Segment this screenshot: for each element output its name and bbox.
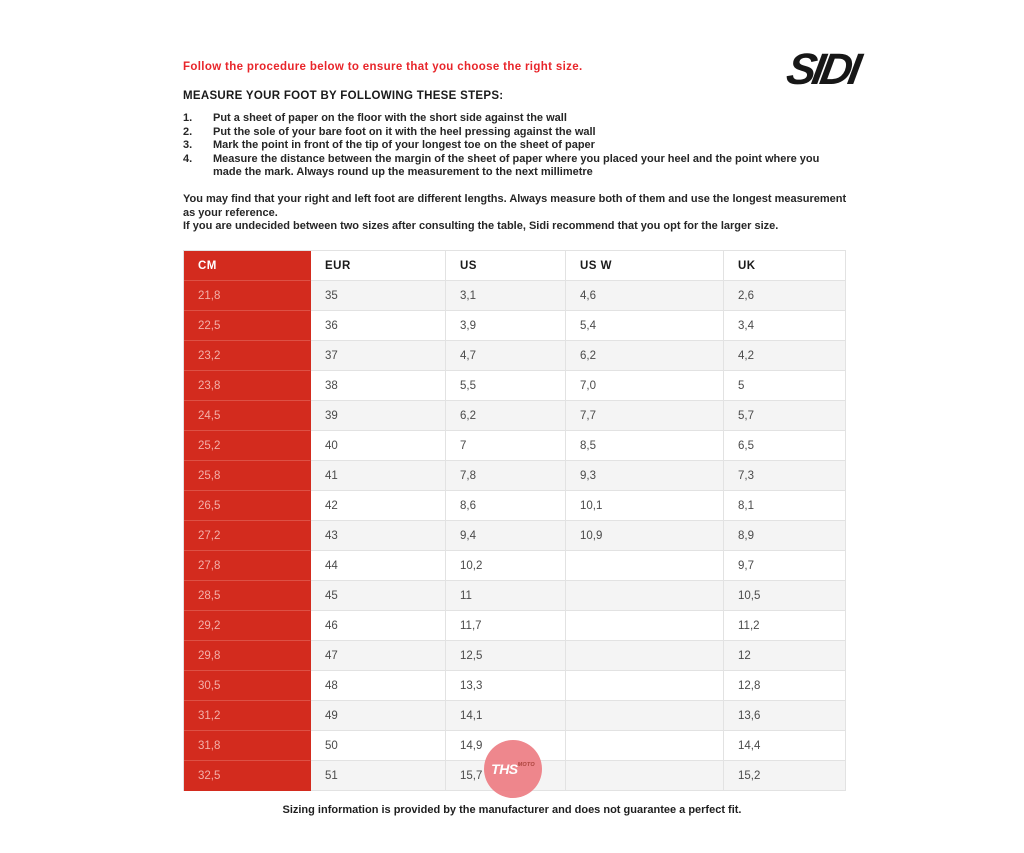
table-cell: 49: [311, 701, 446, 731]
table-cell: [566, 611, 724, 641]
table-cell: 15,7: [446, 761, 566, 791]
table-cell: 15,2: [724, 761, 846, 791]
step-item: Mark the point in front of the tip of your longest toe on the sheet of paper: [213, 139, 595, 152]
table-cell: 11,7: [446, 611, 566, 641]
table-row: [184, 551, 846, 581]
table-cell: 31,8: [184, 731, 311, 761]
table-cell: 11,2: [724, 611, 846, 641]
table-cell: 25,8: [184, 461, 311, 491]
table-cell: 3,9: [446, 311, 566, 341]
table-cell: 14,9: [446, 731, 566, 761]
table-cell: 3,1: [446, 281, 566, 311]
table-cell: [566, 551, 724, 581]
table-cell: 8,9: [724, 521, 846, 551]
table-cell: 10,1: [566, 491, 724, 521]
table-cell: 21,8: [184, 281, 311, 311]
table-cell: 9,7: [724, 551, 846, 581]
table-row: [184, 461, 846, 491]
sidi-logo: SIDI: [782, 45, 862, 94]
table-cell: 29,2: [184, 611, 311, 641]
table-cell: 38: [311, 371, 446, 401]
table-row: [184, 371, 846, 401]
table-header-row: [184, 251, 846, 281]
step-item: Put the sole of your bare foot on it with the heel pressing against the wall: [213, 125, 596, 138]
watermark-moto-text: MOTO: [517, 762, 535, 768]
step-item: Put a sheet of paper on the floor with the short side against the wall: [213, 112, 567, 124]
table-cell: 50: [311, 731, 446, 761]
table-row: [184, 611, 846, 641]
table-cell: 9,4: [446, 521, 566, 551]
table-cell: 44: [311, 551, 446, 581]
table-cell: [566, 701, 724, 731]
table-cell: 32,5: [184, 761, 311, 791]
table-cell: 4,6: [566, 281, 724, 311]
table-body: [184, 281, 846, 791]
table-cell: [566, 581, 724, 611]
table-row: [184, 701, 846, 731]
table-cell: 41: [311, 461, 446, 491]
table-cell: 3,4: [724, 311, 846, 341]
column-header-us-w: US W: [566, 251, 724, 281]
section-title: MEASURE YOUR FOOT BY FOLLOWING THESE STEPS:: [183, 90, 504, 102]
steps-list: [183, 112, 845, 180]
watermark-ths-text: THS: [491, 761, 518, 777]
table-cell: 31,2: [184, 701, 311, 731]
table-cell: 4,7: [446, 341, 566, 371]
note-paragraph-1: You may find that your right and left foot are different lengths. Always measure both of them and use the longest measurement as your reference.: [183, 193, 847, 219]
table-cell: 30,5: [184, 671, 311, 701]
table-cell: 12: [724, 641, 846, 671]
table-cell: 5,5: [446, 371, 566, 401]
column-header-cm: CM: [184, 251, 311, 281]
table-cell: 23,8: [184, 371, 311, 401]
table-cell: 25,2: [184, 431, 311, 461]
column-header-us: US: [446, 251, 566, 281]
table-cell: 8,5: [566, 431, 724, 461]
table-cell: 14,1: [446, 701, 566, 731]
column-header-uk: UK: [724, 251, 846, 281]
table-cell: 22,5: [184, 311, 311, 341]
table-cell: [566, 731, 724, 761]
table-cell: 39: [311, 401, 446, 431]
table-cell: 5,7: [724, 401, 846, 431]
table-cell: 8,1: [724, 491, 846, 521]
table-row: [184, 341, 846, 371]
table-cell: 29,8: [184, 641, 311, 671]
measurement-notes: [183, 193, 851, 234]
table-cell: 14,4: [724, 731, 846, 761]
table-cell: 13,6: [724, 701, 846, 731]
table-cell: [566, 641, 724, 671]
step-item: Measure the distance between the margin of the sheet of paper where you placed your heel and the point where you made the mark. Always round up the measurement to the next millimetre: [213, 152, 820, 179]
table-row: [184, 641, 846, 671]
table-cell: 5: [724, 371, 846, 401]
ths-moto-watermark: [484, 740, 542, 798]
table-cell: 7: [446, 431, 566, 461]
table-cell: 7,7: [566, 401, 724, 431]
table-cell: 23,2: [184, 341, 311, 371]
table-cell: 10,2: [446, 551, 566, 581]
table-cell: 4,2: [724, 341, 846, 371]
table-row: [184, 311, 846, 341]
headline: Follow the procedure below to ensure that you choose the right size.: [183, 61, 583, 73]
table-cell: 7,0: [566, 371, 724, 401]
table-cell: 48: [311, 671, 446, 701]
table-row: [184, 431, 846, 461]
table-cell: [566, 761, 724, 791]
footer-note: Sizing information is provided by the manufacturer and does not guarantee a perfect fit.: [282, 804, 742, 816]
table-cell: 12,8: [724, 671, 846, 701]
table-cell: 51: [311, 761, 446, 791]
table-cell: 46: [311, 611, 446, 641]
table-cell: 45: [311, 581, 446, 611]
table-cell: 47: [311, 641, 446, 671]
table-cell: 11: [446, 581, 566, 611]
table-cell: 35: [311, 281, 446, 311]
table-cell: 28,5: [184, 581, 311, 611]
table-cell: 6,2: [446, 401, 566, 431]
table-row: [184, 281, 846, 311]
table-row: [184, 521, 846, 551]
table-row: [184, 671, 846, 701]
table-row: [184, 581, 846, 611]
table-cell: 27,2: [184, 521, 311, 551]
table-cell: 40: [311, 431, 446, 461]
size-conversion-table: [183, 250, 846, 791]
table-cell: [566, 671, 724, 701]
table-cell: 6,5: [724, 431, 846, 461]
table-cell: 10,9: [566, 521, 724, 551]
table-cell: 2,6: [724, 281, 846, 311]
table-cell: 13,3: [446, 671, 566, 701]
table-cell: 24,5: [184, 401, 311, 431]
table-cell: 9,3: [566, 461, 724, 491]
table-cell: 12,5: [446, 641, 566, 671]
table-cell: 5,4: [566, 311, 724, 341]
table-cell: 42: [311, 491, 446, 521]
table-row: [184, 401, 846, 431]
note-paragraph-2: If you are undecided between two sizes after consulting the table, Sidi recommend that you opt for the larger size.: [183, 220, 779, 233]
table-cell: 36: [311, 311, 446, 341]
table-cell: 8,6: [446, 491, 566, 521]
table-cell: 7,3: [724, 461, 846, 491]
column-header-eur: EUR: [311, 251, 446, 281]
table-cell: 26,5: [184, 491, 311, 521]
table-cell: 37: [311, 341, 446, 371]
table-cell: 7,8: [446, 461, 566, 491]
table-cell: 27,8: [184, 551, 311, 581]
table-cell: 6,2: [566, 341, 724, 371]
table-cell: 10,5: [724, 581, 846, 611]
table-cell: 43: [311, 521, 446, 551]
table-row: [184, 491, 846, 521]
